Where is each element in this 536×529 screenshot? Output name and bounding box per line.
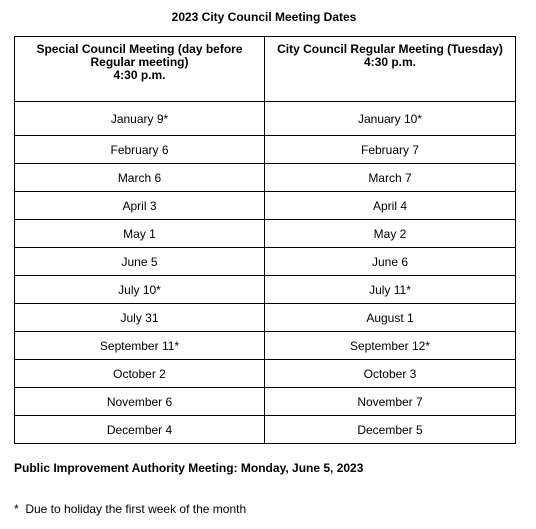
regular-meeting-header (265, 37, 516, 102)
meeting-dates-table (14, 36, 516, 444)
table-row (15, 248, 516, 276)
regular-date-cell: July 11* (265, 276, 516, 304)
special-header-line2: Regular meeting) (90, 55, 189, 69)
document-title: 2023 City Council Meeting Dates (171, 10, 357, 24)
regular-date-cell: August 1 (265, 304, 516, 332)
special-date-cell: March 6 (15, 164, 265, 192)
special-date-cell: July 10* (15, 276, 265, 304)
table-row (15, 102, 516, 136)
regular-date-cell: October 3 (265, 360, 516, 388)
regular-date-cell: June 6 (265, 248, 516, 276)
special-date-cell: February 6 (15, 136, 265, 164)
special-header-line1: Special Council Meeting (day before (36, 42, 243, 56)
pia-meeting-note: Public Improvement Authority Meeting: Monday, June 5, 2023 (14, 461, 364, 475)
regular-header-time: 4:30 p.m. (363, 55, 417, 69)
table-row (15, 276, 516, 304)
special-date-cell: September 11* (15, 332, 265, 360)
special-date-cell: January 9* (15, 102, 265, 136)
regular-date-cell: November 7 (265, 388, 516, 416)
table-row (15, 136, 516, 164)
special-header-time: 4:30 p.m. (113, 68, 166, 82)
regular-date-cell: December 5 (265, 416, 516, 444)
special-meeting-header (15, 37, 265, 102)
table-row (15, 192, 516, 220)
table-row (15, 164, 516, 192)
special-date-cell: November 6 (15, 388, 265, 416)
regular-date-cell: March 7 (265, 164, 516, 192)
table-row (15, 332, 516, 360)
table-header-row (15, 37, 516, 102)
regular-date-cell: May 2 (265, 220, 516, 248)
special-date-cell: July 31 (15, 304, 265, 332)
regular-date-cell: January 10* (265, 102, 516, 136)
holiday-footnote: * Due to holiday the first week of the month (14, 502, 247, 516)
table-row (15, 360, 516, 388)
table-row (15, 388, 516, 416)
special-date-cell: May 1 (15, 220, 265, 248)
special-date-cell: June 5 (15, 248, 265, 276)
regular-date-cell: February 7 (265, 136, 516, 164)
special-date-cell: October 2 (15, 360, 265, 388)
table-row (15, 304, 516, 332)
regular-header-line1: City Council Regular Meeting (Tuesday) (277, 42, 503, 56)
table-row (15, 220, 516, 248)
regular-date-cell: April 4 (265, 192, 516, 220)
special-date-cell: April 3 (15, 192, 265, 220)
regular-date-cell: September 12* (265, 332, 516, 360)
special-date-cell: December 4 (15, 416, 265, 444)
table-row (15, 416, 516, 444)
